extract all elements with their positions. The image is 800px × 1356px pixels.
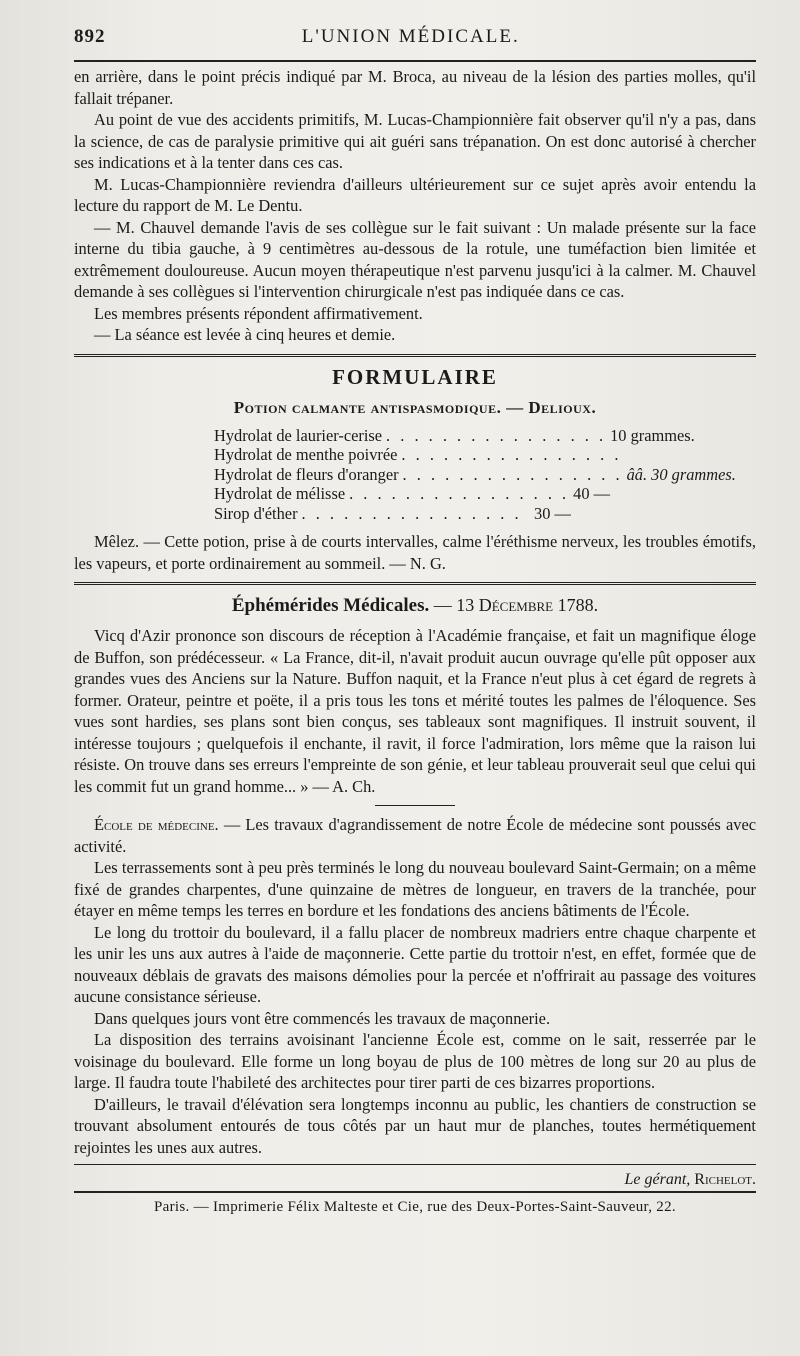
paragraph: Les membres présents répondent affirmativement.: [94, 303, 423, 323]
ingredient-row: [214, 504, 644, 524]
ephemerides-section: [74, 595, 756, 797]
ephemerides-text: Vicq d'Azir prononce son discours de réception à l'Académie française, et fait un magnifique éloge de Buffon, son prédécesseur. « La France, dit-il, n'avait produit aucun ouvrage qu'elle pût opposer aux grandes vues des Anciens sur la Nature. Buffon naquit, et la France n'eut plus à cet égard de regrets à former. Orateur, peintre et poëte, il a pris tous les tons et mérité toutes les palmes de l'éloquence. Ses vues sont hardies, ses plans sont bien conçus, ses tableaux sont magnifiques. Il instruit souvent, il intéresse toujours ; quelquefois il enchante, il ravit, il force l'admiration, lors même que la raison lui résiste. On trouve dans ses erreurs l'empreinte de son génie, et leur tableau prouverait seul que celui qui les commit fut un grand homme... » — A. Ch.: [74, 626, 756, 796]
ingredient-row: [214, 484, 644, 504]
leader-dots: . . . . . . . . . . . . . . . .: [301, 503, 522, 523]
paragraph: — M. Chauvel demande l'avis de ses collègue sur le fait suivant : Un malade présente sur la face interne du tibia gauche, à 9 centimètres au-dessous de la rotule, une tuméfaction bien limitée et extrêmement douloureuse. Aucun moyen thérapeutique n'est parvenu jusqu'ici à la calmer. M. Chauvel demande à ses collègues si l'intervention chirurgicale n'est pas indiquée dans ce cas.: [74, 217, 756, 301]
ingredient-name: Hydrolat de menthe poivrée: [214, 445, 398, 464]
section-title: FORMULAIRE: [332, 364, 498, 389]
footer-rule: [74, 1191, 756, 1193]
formula-title: Potion calmante antispasmodique. — Delioux.: [233, 397, 597, 417]
gerant-name: Richelot.: [694, 1171, 756, 1188]
header-rule: [74, 60, 756, 62]
paragraph: M. Lucas-Championnière reviendra d'ailleurs ultérieurement sur ce sujet après avoir entendu la lecture du rapport de M. Le Dentu.: [74, 174, 756, 215]
paragraph: en arrière, dans le point précis indiqué par M. Broca, au niveau de la lésion des parties molles, qu'il fallait trépaner.: [74, 67, 756, 108]
leader-dots: . . . . . . . . . . . . . . . .: [402, 464, 623, 484]
footer-rule: [74, 1164, 756, 1165]
formulaire-section: [74, 365, 756, 575]
section-divider: [74, 354, 756, 357]
paragraph: Le long du trottoir du boulevard, il a fallu placer de nombreux madriers entre chaque charpente et les unir les uns aux autres à l'aide de maçonnerie. Cette partie du trottoir n'est, en effet, formée que de nouveaux déblais de gravats des maisons démolies pour la percée et n'offrirait au passage des voitures aucune consistance sérieuse.: [74, 922, 756, 1006]
paragraph: Au point de vue des accidents primitifs, M. Lucas-Championnière fait observer qu'il n'y a pas, dans la science, de cas de paralysie primitive qui ait guéri sans trépanation. On est donc autorisé à chercher ses indications et à la tenter dans ces cas.: [74, 110, 756, 172]
ingredient-qty: 10 grammes.: [610, 425, 695, 445]
section-divider: [74, 582, 756, 585]
ephemerides-heading: [74, 595, 756, 617]
ecole-lead-text: — Les travaux d'agrandissement de notre École de médecine sont poussés avec activité.: [74, 815, 756, 856]
ingredient-row: [214, 445, 644, 465]
ingredient-row: [214, 464, 736, 485]
leader-dots: . . . . . . . . . . . . . . . .: [349, 484, 570, 503]
session-report: [74, 66, 756, 346]
short-divider: [375, 805, 455, 806]
ingredient-qty: 40 —: [573, 484, 611, 503]
signature: [74, 1171, 756, 1189]
paragraph: Les terrassements sont à peu près terminés le long du nouveau boulevard Saint-Germain; on a même fixé de grandes charpentes, d'une quinzaine de mètres de longueur, en travers de la tranchée, pour étayer en même temps les terres en bordure et les fondations des anciens bâtiments de l'École.: [74, 858, 756, 920]
ingredient-row: [214, 425, 695, 446]
formula-instructions: Mêlez. — Cette potion, prise à de courts intervalles, calme l'éréthisme nerveux, les troubles émotifs, les vapeurs, et porte ordinairement au sommeil. — N. G.: [74, 532, 756, 573]
ingredient-name: Hydrolat de laurier-cerise: [214, 425, 383, 445]
ecole-section: [74, 814, 756, 1158]
paragraph: La disposition des terrains avoisinant l'ancienne École est, comme on le sait, resserrée par le voisinage du boulevard. Elle forme un long boyau de plus de 100 mètres de long sur 20 au plus de large. Il faudra toute l'habileté des architectes pour tirer parti de ces bizarres proportions.: [74, 1030, 756, 1092]
ecole-lead-label: École de médecine.: [94, 815, 219, 834]
leader-dots: . . . . . . . . . . . . . . . .: [401, 445, 622, 464]
paragraph: — La séance est levée à cinq heures et demie.: [94, 325, 396, 344]
ephemerides-date: — 13 Décembre 1788.: [433, 595, 599, 615]
gerant-label: Le gérant,: [624, 1171, 691, 1188]
ingredient-name: Hydrolat de fleurs d'oranger: [214, 464, 399, 484]
running-title: L'UNION MÉDICALE.: [301, 26, 520, 47]
paragraph: D'ailleurs, le travail d'élévation sera longtemps inconnu au public, les chantiers de construction se trouvant absolument entourés de tous côtés par un haut mur de planches, toutes hermétiquement rejointes les unes aux autres.: [74, 1094, 756, 1157]
paragraph: Dans quelques jours vont être commencés les travaux de maçonnerie.: [94, 1008, 551, 1028]
ingredient-qty: ââ. 30 grammes.: [626, 464, 736, 484]
page-number: 892: [74, 26, 106, 47]
ingredient-name: Hydrolat de mélisse: [214, 484, 346, 503]
ingredient-name: Sirop d'éther: [214, 503, 298, 523]
paragraph: [74, 814, 756, 857]
printer-imprint: Paris. — Imprimerie Félix Malteste et Cie, rue des Deux-Portes-Saint-Sauveur, 22.: [154, 1199, 676, 1215]
ingredient-list: [214, 425, 736, 524]
ingredient-qty: 30 —: [534, 503, 571, 523]
page-header: [74, 26, 756, 58]
ephemerides-title: Éphémérides Médicales.: [231, 595, 430, 616]
leader-dots: . . . . . . . . . . . . . . . .: [386, 425, 607, 445]
